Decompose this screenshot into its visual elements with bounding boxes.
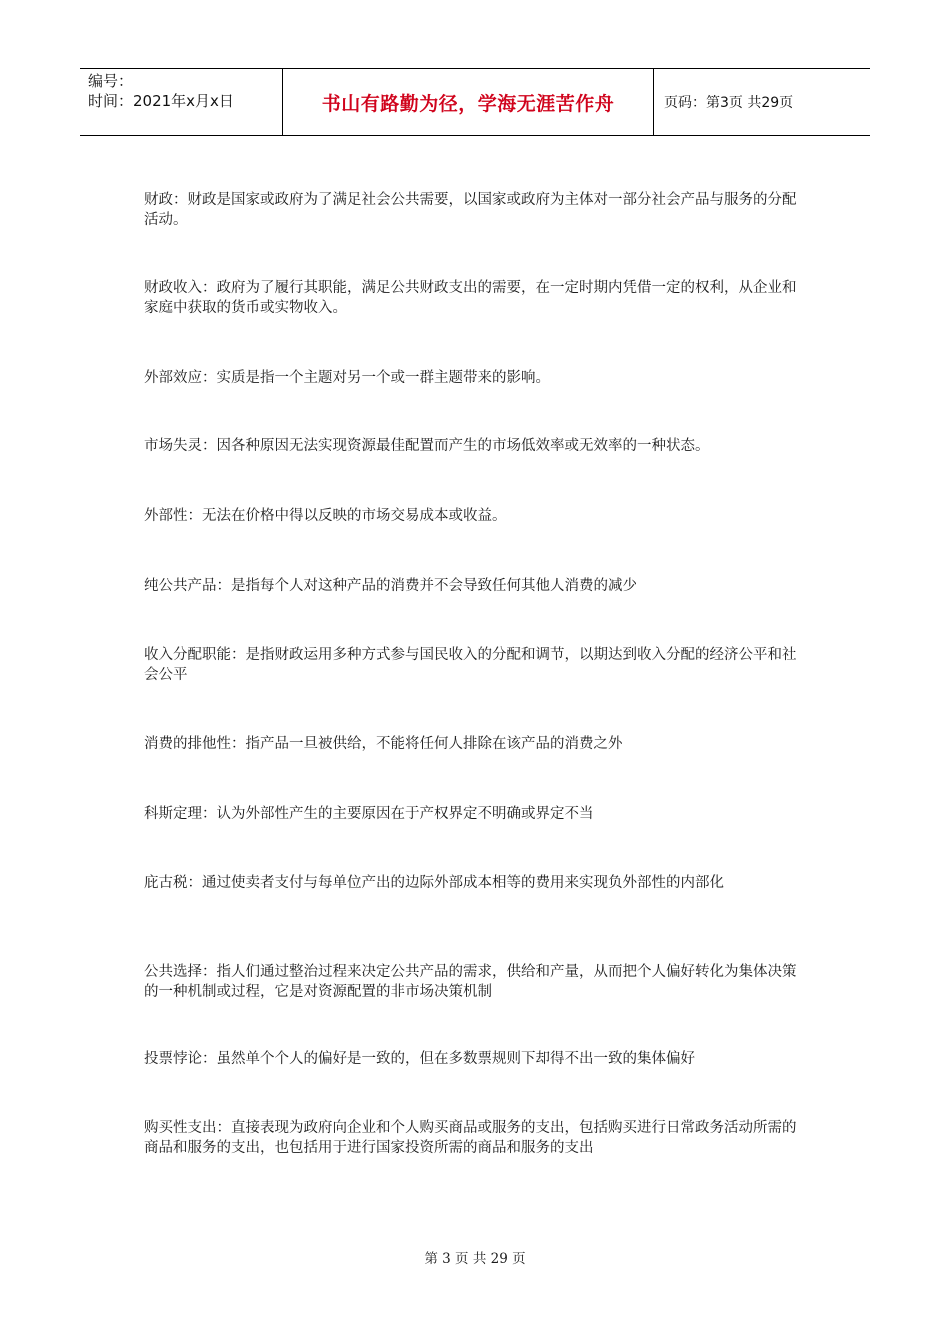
definition-entry: 消费的排他性：指产品一旦被供给，不能将任何人排除在该产品的消费之外: [144, 736, 623, 752]
definition-entry: 购买性支出：直接表现为政府向企业和个人购买商品或服务的支出，包括购买进行日常政务活动所需的商品和服务的支出，也包括用于进行国家投资所需的商品和服务的支出: [144, 1120, 797, 1156]
definition-entry: 财政：财政是国家或政府为了满足社会公共需要，以国家或政府为主体对一部分社会产品与服务的分配活动。: [144, 192, 797, 228]
definition-entry: 财政收入：政府为了履行其职能，满足公共财政支出的需要，在一定时期内凭借一定的权利，从企业和家庭中获取的货币或实物收入。: [144, 280, 797, 316]
definition-entry: 投票悖论：虽然单个个人的偏好是一致的，但在多数票规则下却得不出一致的集体偏好: [144, 1051, 695, 1067]
header-page-cell: [654, 69, 870, 135]
motto-text: 书山有路勤为径，学海无涯苦作舟: [321, 92, 615, 115]
definition-entry: 公共选择：指人们通过整治过程来决定公共产品的需求，供给和产量，从而把个人偏好转化为集体决策的一种机制或过程，它是对资源配置的非市场决策机制: [144, 964, 797, 1000]
page-info: 页码：第3页 共29页: [664, 95, 794, 111]
header-meta: [80, 69, 282, 135]
definition-entry: 市场失灵：因各种原因无法实现资源最佳配置而产生的市场低效率或无效率的一种状态。: [144, 438, 710, 454]
definition-entry: 外部性：无法在价格中得以反映的市场交易成本或收益。: [144, 508, 507, 524]
date-label: 时间：2021年x月x日: [88, 92, 234, 110]
definition-entry: 外部效应：实质是指一个主题对另一个或一群主题带来的影响。: [144, 370, 550, 386]
definition-entry: 收入分配职能：是指财政运用多种方式参与国民收入的分配和调节，以期达到收入分配的经济公平和社会公平: [144, 647, 797, 683]
definition-entry: 庇古税：通过使卖者支付与每单位产出的边际外部成本相等的费用来实现负外部性的内部化: [144, 875, 724, 891]
document-header: [80, 68, 870, 136]
header-motto-cell: [282, 69, 654, 135]
page-footer: 第 3 页 共 29 页: [424, 1251, 526, 1267]
definition-entry: 纯公共产品：是指每个人对这种产品的消费并不会导致任何其他人消费的减少: [144, 578, 637, 594]
number-label: 编号：: [88, 72, 134, 90]
definition-entry: 科斯定理：认为外部性产生的主要原因在于产权界定不明确或界定不当: [144, 806, 594, 822]
